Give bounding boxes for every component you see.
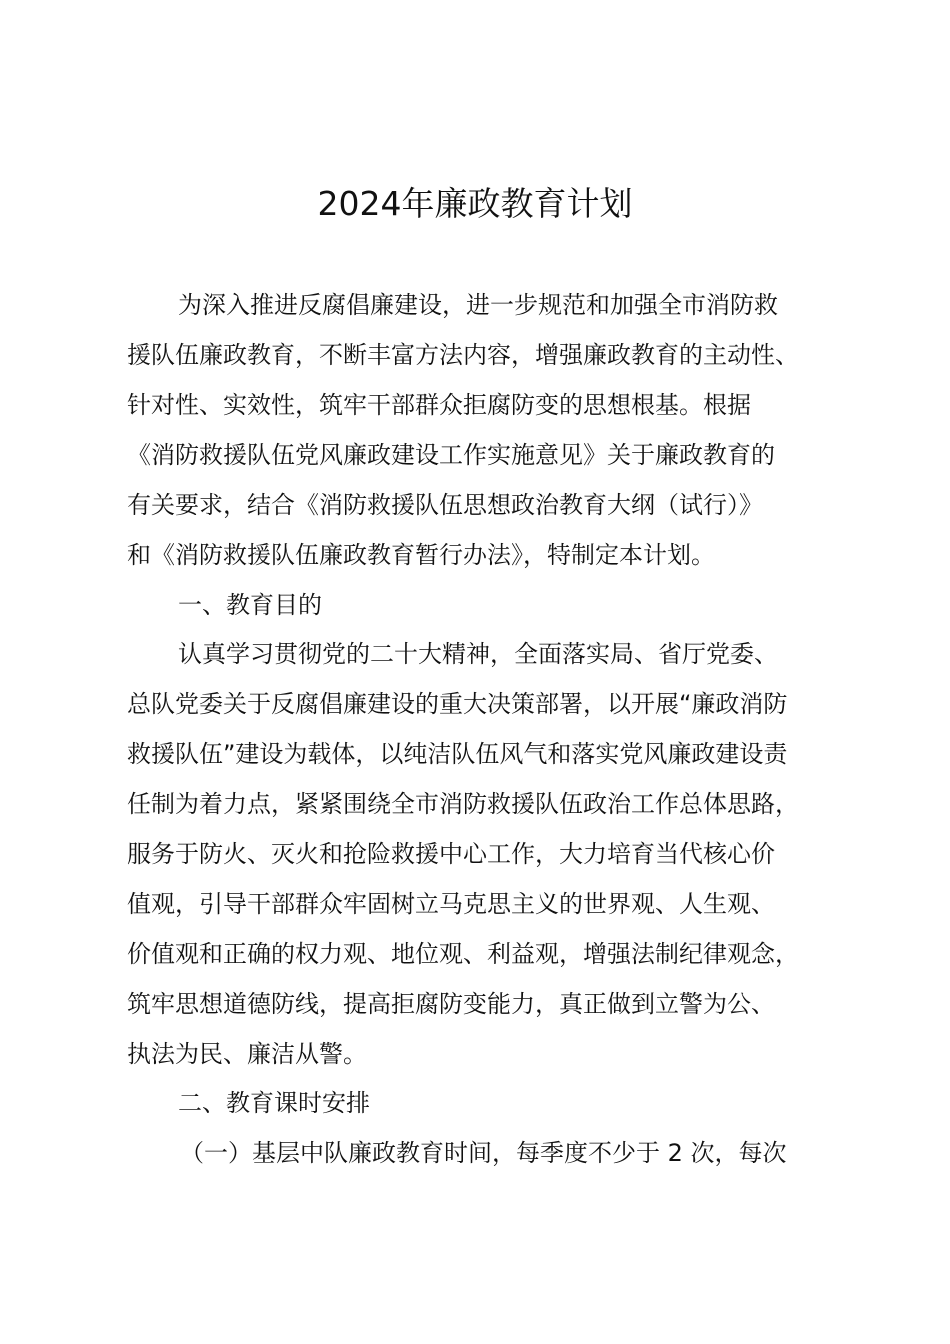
- section-heading: 一、教育目的: [178, 591, 322, 619]
- paragraph-line: 服务于防火、灭火和抢险救援中心工作，大力培育当代核心价: [127, 840, 775, 868]
- paragraph-line: 援队伍廉政教育，不断丰富方法内容，增强廉政教育的主动性、: [127, 341, 799, 369]
- paragraph-line: 《消防救援队伍党风廉政建设工作实施意见》关于廉政教育的: [127, 441, 775, 469]
- paragraph-line: 有关要求，结合《消防救援队伍思想政治教育大纲（试行）》: [127, 491, 763, 519]
- paragraph-line: 认真学习贯彻党的二十大精神，全面落实局、省厅党委、: [178, 640, 778, 668]
- document-title: 2024年廉政教育计划: [317, 184, 633, 223]
- section-heading: 二、教育课时安排: [178, 1089, 370, 1117]
- paragraph-line: 执法为民、廉洁从警。: [127, 1040, 367, 1068]
- paragraph-line: 筑牢思想道德防线，提高拒腐防变能力，真正做到立警为公、: [127, 990, 775, 1018]
- paragraph-line: 总队党委关于反腐倡廉建设的重大决策部署，以开展“廉政消防: [127, 690, 788, 718]
- paragraph-line: 针对性、实效性，筑牢干部群众拒腐防变的思想根基。根据: [127, 391, 751, 419]
- paragraph-line: 值观，引导干部群众牢固树立马克思主义的世界观、人生观、: [127, 890, 775, 918]
- paragraph-line: 和《消防救援队伍廉政教育暂行办法》，特制定本计划。: [127, 541, 715, 569]
- paragraph-line: 救援队伍”建设为载体，以纯洁队伍风气和落实党风廉政建设责: [127, 740, 788, 768]
- paragraph-line: 为深入推进反腐倡廉建设，进一步规范和加强全市消防救: [178, 291, 778, 319]
- paragraph-line: 任制为着力点，紧紧围绕全市消防救援队伍政治工作总体思路，: [127, 790, 799, 818]
- paragraph-line: 价值观和正确的权力观、地位观、利益观，增强法制纪律观念，: [127, 940, 799, 968]
- paragraph-line: （一）基层中队廉政教育时间，每季度不少于 2 次，每次: [180, 1139, 787, 1167]
